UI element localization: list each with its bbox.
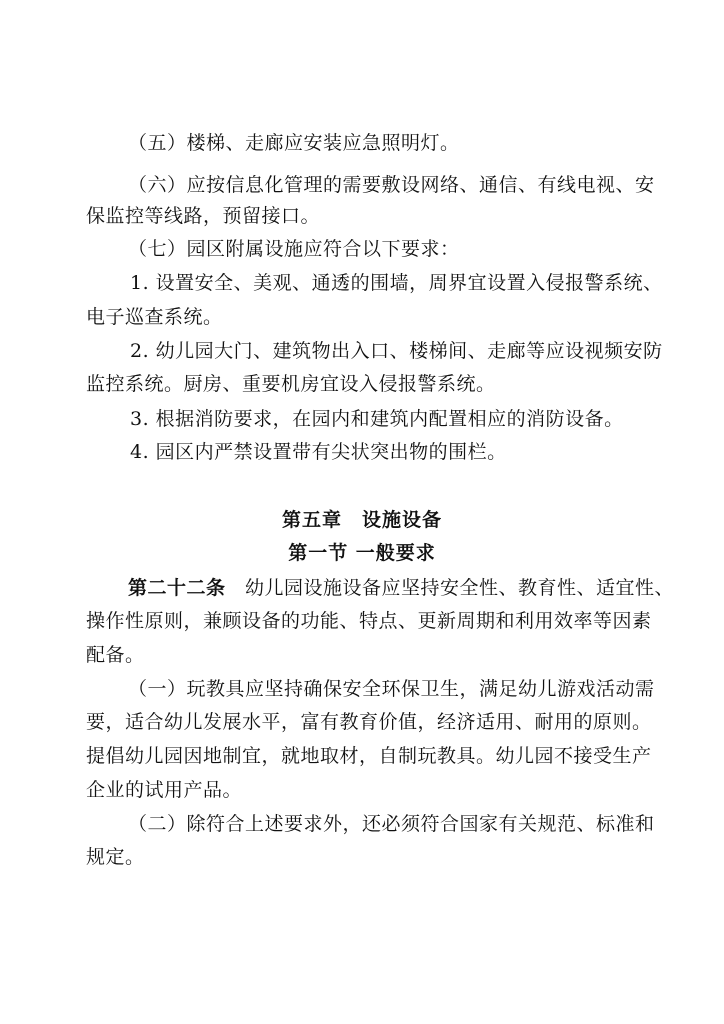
- article-22-line-3: 配备。: [86, 644, 145, 666]
- article-label: 第二十二条: [128, 577, 226, 599]
- paragraph-item-6-line-1: （六）应按信息化管理的需要敷设网络、通信、有线电视、安: [128, 174, 655, 196]
- sub-item-1-line-1: （一）玩教具应坚持确保安全环保卫生，满足幼儿游戏活动需: [128, 678, 655, 700]
- sub-item-1-line-3: 提倡幼儿园因地制宜，就地取材，自制玩教具。幼儿园不接受生产: [86, 745, 652, 767]
- chapter-title: 第五章 设施设备: [281, 509, 442, 531]
- article-22-line-2: 操作性原则，兼顾设备的功能、特点、更新周期和利用效率等因素: [86, 610, 652, 632]
- list-item-1-line-2: 电子巡查系统。: [86, 306, 223, 328]
- list-item-2-line-2: 监控系统。厨房、重要机房宜设入侵报警系统。: [86, 373, 496, 395]
- sub-item-1-line-2: 要，适合幼儿发展水平，富有教育价值，经济适用、耐用的原则。: [86, 711, 652, 733]
- list-item-2-line-1: 2. 幼儿园大门、建筑物出入口、楼梯间、走廊等应设视频安防: [130, 340, 663, 362]
- list-item-1-line-1: 1. 设置安全、美观、通透的围墙，周界宜设置入侵报警系统、: [130, 272, 663, 294]
- list-item-3: 3. 根据消防要求，在园内和建筑内配置相应的消防设备。: [130, 408, 624, 430]
- article-line-1-text: 幼儿园设施设备应坚持安全性、教育性、适宜性、: [225, 577, 675, 599]
- article-22-line-1: [128, 576, 674, 600]
- sub-item-2-line-1: （二）除符合上述要求外，还必须符合国家有关规范、标准和: [128, 813, 655, 835]
- section-title: 第一节 一般要求: [288, 542, 436, 564]
- list-item-4: 4. 园区内严禁设置带有尖状突出物的围栏。: [130, 441, 507, 463]
- paragraph-item-5: （五）楼梯、走廊应安装应急照明灯。: [128, 132, 460, 154]
- sub-item-2-line-2: 规定。: [86, 846, 145, 868]
- sub-item-1-line-4: 企业的试用产品。: [86, 779, 243, 801]
- paragraph-item-7: （七）园区附属设施应符合以下要求：: [128, 238, 460, 260]
- paragraph-item-6-line-2: 保监控等线路，预留接口。: [86, 205, 321, 227]
